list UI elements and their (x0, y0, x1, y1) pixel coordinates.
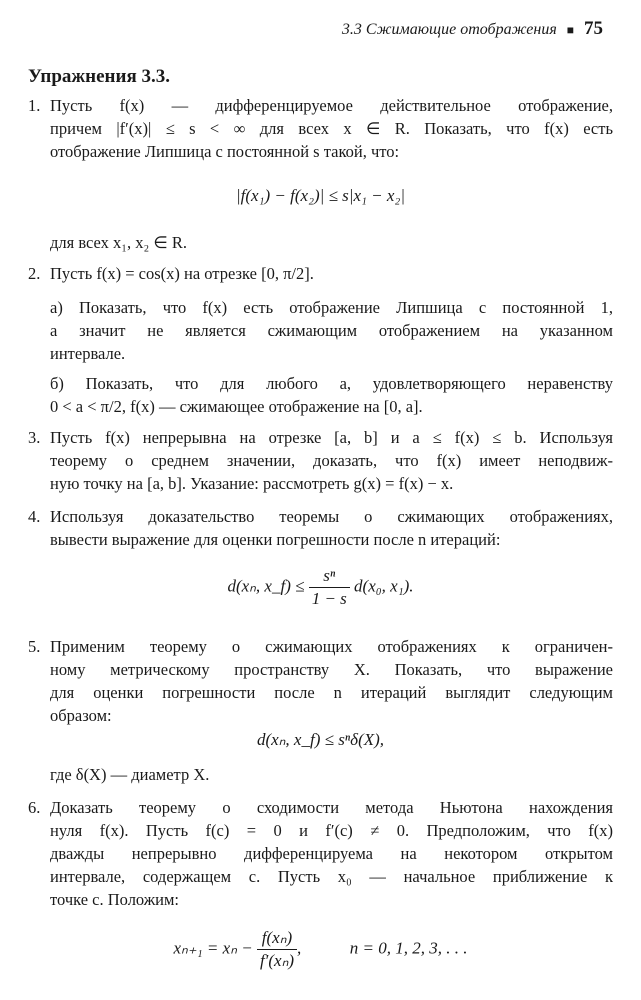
text-line: отображение Липшица с постоянной s такой, что: (50, 142, 400, 161)
text-line: ную точку на [a, b]. Указание: рассмотреть g(x) = f(x) − x. (50, 474, 454, 493)
text-line: Пусть f(x) непрерывна на отрезке [a, b] и a ≤ f(x) ≤ b. Используя (50, 428, 613, 447)
formula-lhs: d(xₙ, x_f) ≤ (227, 576, 305, 596)
text-line: Используя доказательство теоремы о сжимающих отображениях, (50, 507, 613, 526)
text-line: а) Показать, что f(x) есть отображение Липшица с постоянной 1, (50, 298, 613, 317)
text-line: точке c. Положим: (50, 890, 180, 909)
exercise-1 (28, 94, 613, 254)
exercise-text (50, 635, 613, 727)
lipschitz-formula: |f(x₁) − f(x₂)| ≤ s|x₁ − x₂| (236, 186, 405, 205)
exercise-number: 3. (28, 428, 41, 447)
iteration-range: n = 0, 1, 2, 3, . . . (349, 938, 468, 958)
formula-rhs: d(x₀, x₁). (354, 576, 414, 596)
text-line: нуля f(x). Пусть f(c) = 0 и f′(c) ≠ 0. Предположим, что f(x) (50, 821, 613, 840)
exercise-text (50, 763, 613, 786)
text-line: б) Показать, что для любого a, удовлетворяющего неравенству (50, 374, 613, 393)
text-line: теорему о среднем значении, доказать, что f(x) имеет неподвиж- (50, 451, 613, 470)
exercise-text (50, 94, 613, 163)
text-line: образом: (50, 706, 112, 725)
text-line: вывести выражение для оценки погрешности после n итераций: (50, 530, 501, 549)
fraction-denominator: 1 − s (311, 589, 347, 608)
text-line: Пусть f(x) = cos(x) на отрезке [0, π/2]. (50, 264, 314, 283)
fraction (257, 928, 297, 971)
formula-lhs: xₙ₊₁ = xₙ − (173, 938, 253, 958)
text-line: 0 < a < π/2, f(x) — сжимающее отображение на [0, a]. (50, 397, 423, 416)
text-line: а значит не является сжимающим отображением на указанном (50, 321, 613, 340)
separator-square-icon: ■ (566, 23, 574, 37)
bounded-space-formula: d(xₙ, x_f) ≤ sⁿδ(X), (256, 730, 385, 749)
fraction (309, 566, 350, 609)
text-line: для всех x₁, x₂ ∈ R. (50, 233, 188, 252)
text-line: Доказать теорему о сходимости метода Ньютона нахождения (50, 798, 613, 817)
text-line: где δ(X) — диаметр X. (50, 765, 210, 784)
text-line: дважды непрерывно дифференцируема на некотором открытом (50, 844, 613, 863)
exercise-number: 4. (28, 507, 41, 526)
error-estimate-formula (0, 566, 641, 609)
exercise-number: 5. (28, 637, 41, 656)
exercise-text (50, 231, 613, 254)
exercise-text (50, 505, 613, 551)
exercise-number: 1. (28, 96, 41, 115)
text-line: интервале. (50, 344, 126, 363)
exercise-text (50, 426, 613, 495)
newton-iteration-formula (0, 928, 641, 971)
text-line: причем |f′(x)| ≤ s < ∞ для всех x ∈ R. Показать, что f(x) есть (50, 119, 613, 138)
exercise-number: 6. (28, 798, 41, 817)
exercise-text (50, 796, 613, 911)
fraction-numerator: f(xₙ) (257, 928, 297, 950)
exercise-text (50, 296, 613, 365)
fraction-denominator: f′(xₙ) (259, 951, 295, 970)
text-line: Применим теорему о сжимающих отображениях к ограничен- (50, 637, 613, 656)
fraction-numerator: sⁿ (309, 566, 350, 588)
running-header (342, 18, 603, 40)
text-line: Пусть f(x) — дифференцируемое действительное отображение, (50, 96, 613, 115)
page-number: 75 (584, 18, 603, 39)
text-line: интервале, содержащем c. Пусть x₀ — начальное приближение к (50, 867, 613, 886)
exercise-text (50, 262, 613, 285)
exercise-text (50, 372, 613, 418)
formula-rhs: , (297, 938, 302, 958)
text-line: ному метрическому пространству X. Показать, что выражение (50, 660, 613, 679)
exercise-number: 2. (28, 264, 41, 283)
section-title: 3.3 Сжимающие отображения (341, 21, 557, 38)
exercises-heading: Упражнения 3.3. (28, 66, 170, 87)
text-line: для оценки погрешности после n итераций выглядит следующим (50, 683, 613, 702)
